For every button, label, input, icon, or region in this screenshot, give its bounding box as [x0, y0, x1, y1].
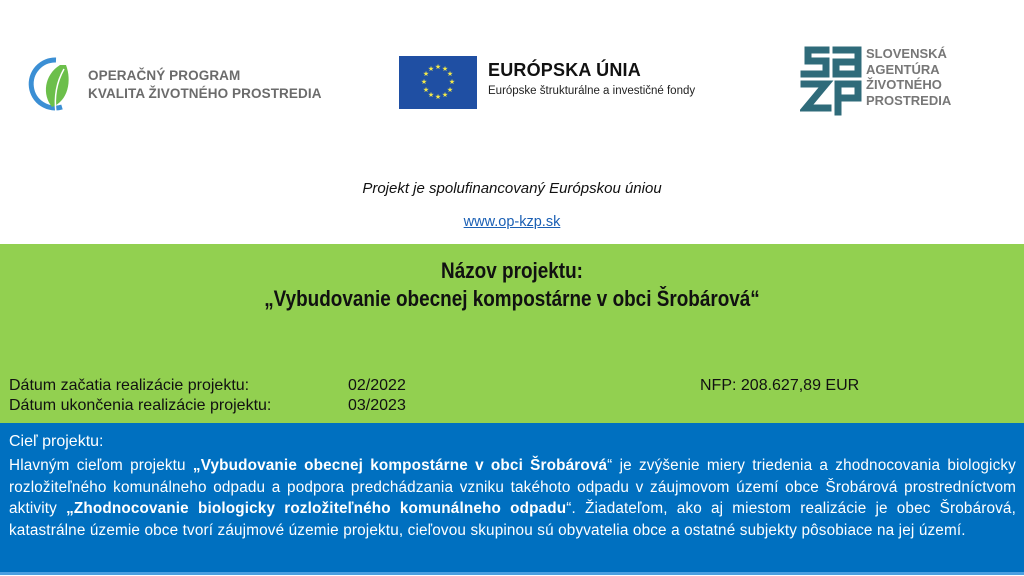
eu-subtitle: Európske štrukturálne a investičné fondy: [488, 85, 696, 97]
svg-text:★: ★: [420, 78, 428, 86]
sazp-logo: [800, 44, 1000, 119]
svg-text:★: ★: [434, 93, 442, 101]
start-date-label: Dátum začatia realizácie projektu:: [9, 377, 250, 394]
svg-text:★: ★: [427, 65, 435, 73]
start-date-value: 02/2022: [348, 377, 406, 394]
nfp-amount: NFP: 208.627,89 EUR: [700, 377, 860, 394]
project-info-band: [0, 244, 1024, 423]
svg-text:★: ★: [446, 86, 454, 94]
website-link-container: [0, 214, 1024, 230]
svg-text:★: ★: [427, 91, 435, 99]
svg-text:★: ★: [422, 70, 430, 78]
eu-flag-icon: [399, 56, 477, 109]
sazp-line4: PROSTREDIA: [866, 92, 952, 108]
website-link[interactable]: www.op-kzp.sk: [463, 214, 561, 230]
goal-activity-name: „Zhodnocovanie biologicky rozložiteľného komunálneho odpadu: [66, 500, 567, 517]
svg-text:★: ★: [446, 70, 454, 78]
svg-text:★: ★: [448, 78, 456, 86]
sazp-monogram-icon: [800, 44, 864, 116]
leaf-circle-logo-icon: [26, 55, 82, 115]
eu-title: EURÓPSKA ÚNIA: [488, 60, 641, 80]
project-name-value: „Vybudovanie obecnej kompostárne v obci Šrobárová“: [264, 286, 760, 311]
opkzp-line1: OPERAČNÝ PROGRAM: [88, 68, 241, 83]
goal-text-part: “ je zvýšenie miery triedenia a zhodnocovania biologicky rozložiteľného komunálneho odpadu a podpora predchádzania vzniku takéhoto odpadu v záujmovom území obce Šrobárová prostredníctvom aktivity: [9, 457, 1016, 517]
opkzp-line2: KVALITA ŽIVOTNÉHO PROSTREDIA: [88, 86, 322, 101]
goal-project-name: „Vybudovanie obecnej kompostárne v obci Šrobárová: [192, 457, 608, 474]
sazp-line2: AGENTÚRA: [866, 61, 940, 77]
cofinancing-text: Projekt je spolufinancovaný Európskou úniou: [362, 180, 662, 197]
opkzp-logo: [26, 55, 346, 115]
goal-text-part: “. Žiadateľom, ako aj miestom realizácie je obec Šrobárová, katastrálne územie obce tvorí záujmové územie projektu, cieľovou skupinou sú obyvatelia obce a ostatné subjekty pôsobiace na jej území.: [9, 500, 1016, 539]
end-date-value: 03/2023: [348, 397, 406, 414]
svg-text:★: ★: [422, 86, 430, 94]
project-name-label: Názov projektu:: [441, 258, 583, 283]
project-goal-band: [0, 423, 1024, 575]
goal-text-part: Hlavným cieľom projektu: [9, 457, 193, 474]
sazp-line1: SLOVENSKÁ: [866, 46, 947, 61]
svg-text:★: ★: [434, 63, 442, 71]
svg-text:★: ★: [441, 65, 449, 73]
goal-title: Cieľ projektu:: [9, 433, 104, 450]
end-date-label: Dátum ukončenia realizácie projektu:: [9, 397, 272, 414]
sazp-line3: ŽIVOTNÉHO: [866, 77, 942, 92]
goal-text: [9, 455, 1016, 541]
eu-logo: [399, 56, 729, 111]
svg-text:★: ★: [441, 91, 449, 99]
